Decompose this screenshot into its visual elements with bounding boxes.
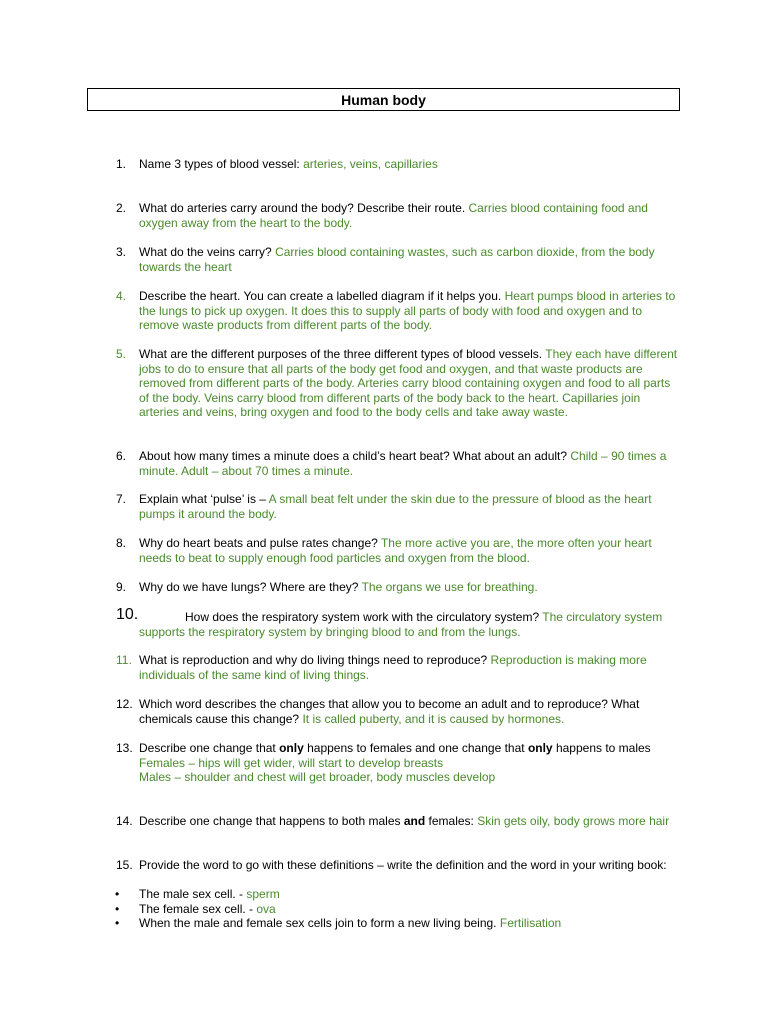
question-number: 15. xyxy=(116,858,133,872)
answer-text: The circulatory system supports the respiratory system by bringing blood to and from the lungs. xyxy=(139,610,663,639)
question-number: 1. xyxy=(116,157,127,171)
question-number: 2. xyxy=(116,201,127,215)
bullet-icon: • xyxy=(115,916,120,931)
question-14 xyxy=(116,814,679,829)
question-1 xyxy=(116,157,679,172)
question-4 xyxy=(116,289,679,333)
question-13 xyxy=(116,741,679,785)
answer-text: A small beat felt under the skin due to the pressure of blood as the heart pumps it around the body. xyxy=(139,492,652,521)
answer-text: Carries blood containing food and oxygen away from the heart to the body. xyxy=(139,201,648,230)
question-text: Name 3 types of blood vessel: xyxy=(139,157,304,171)
question-8 xyxy=(116,536,679,565)
question-text: Why do we have lungs? Where are they? xyxy=(139,580,362,594)
question-number: 3. xyxy=(116,245,127,259)
answer-text: It is called puberty, and it is caused by hormones. xyxy=(302,711,565,726)
list-item xyxy=(115,916,675,931)
question-text: Which word describes the changes that allow you to become an adult and to reproduce? What chemicals cause this change? xyxy=(139,697,640,726)
question-number: 13. xyxy=(116,741,133,755)
question-5 xyxy=(116,347,679,420)
question-2 xyxy=(116,201,679,230)
item-text: The female sex cell. - xyxy=(139,901,257,916)
question-text: What do the veins carry? xyxy=(139,245,276,259)
question-text: Describe one change that happens to both males xyxy=(139,814,404,828)
answer-text: Reproduction is making more individuals of the same kind of living things. xyxy=(139,653,647,682)
page-title: Human body xyxy=(341,91,426,108)
question-text: About how many times a minute does a child’s heart beat? What about an adult? xyxy=(139,449,571,463)
question-15 xyxy=(116,858,679,873)
question-text: Why do heart beats and pulse rates change? xyxy=(139,536,381,550)
item-text: When the male and female sex cells join to form a new living being. xyxy=(139,916,500,931)
question-12 xyxy=(116,697,679,726)
definition-list xyxy=(115,887,675,931)
question-number: 8. xyxy=(116,536,127,550)
question-text: What do arteries carry around the body? Describe their route. xyxy=(139,201,469,215)
question-text: What are the different purposes of the three different types of blood vessels. xyxy=(139,347,546,361)
answer-text: Females – hips will get wider, will start to develop breasts xyxy=(139,755,444,770)
title-box xyxy=(87,88,680,111)
bullet-icon: • xyxy=(115,887,120,901)
emphasis: only xyxy=(527,741,553,755)
question-number: 6. xyxy=(116,449,127,463)
question-10 xyxy=(116,606,679,639)
question-text: How does the respiratory system work with the circulatory system? xyxy=(185,610,543,624)
emphasis: only xyxy=(279,741,304,755)
answer-text: Skin gets oily, body grows more hair xyxy=(477,814,670,828)
question-text: females: xyxy=(425,814,478,828)
answer-text: Fertilisation xyxy=(499,916,562,931)
question-number: 9. xyxy=(116,580,127,594)
question-text: Provide the word to go with these definitions – write the definition and the word in your writing book: xyxy=(139,858,667,872)
question-number: 11. xyxy=(116,653,132,667)
question-number: 14. xyxy=(116,814,133,828)
question-7 xyxy=(116,492,679,521)
answer-text: Heart pumps blood in arteries to the lungs to pick up oxygen. It does this to supply all parts of body with food and oxygen and to remove waste products from different parts of the body. xyxy=(139,289,676,333)
question-number: 5. xyxy=(116,347,127,361)
list-item xyxy=(115,887,675,902)
answer-text: The more active you are, the more often your heart needs to beat to supply enough food particles and oxygen from the blood. xyxy=(139,536,652,565)
question-text: happens to females and one change that xyxy=(303,741,528,755)
answer-text: Carries blood containing wastes, such as carbon dioxide, from the body towards the heart xyxy=(139,245,655,274)
emphasis: and xyxy=(403,814,426,828)
question-text: Explain what ‘pulse’ is – xyxy=(139,492,269,506)
bullet-icon: • xyxy=(115,901,120,916)
list-item xyxy=(115,902,675,917)
question-number: 10. xyxy=(116,606,139,623)
question-text: Describe the heart. You can create a labelled diagram if it helps you. xyxy=(139,289,505,303)
answer-text: Males – shoulder and chest will get broader, body muscles develop xyxy=(139,770,496,785)
answer-text: The organs we use for breathing. xyxy=(361,580,538,594)
answer-text: ova xyxy=(256,901,276,916)
answer-text: They each have different jobs to do to ensure that all parts of the body get food and oxygen, and that waste products are removed from different parts of the body. Arteries carry blood containing oxygen and food to all parts of the body. Veins carry blood from different parts of the body back to the heart. Capillaries join arteries and veins, bring oxygen and food to the body cells and take away waste. xyxy=(139,347,678,420)
question-11 xyxy=(116,653,679,682)
answer-text: Child – 90 times a minute. Adult – about 70 times a minute. xyxy=(139,449,667,478)
question-6 xyxy=(116,449,679,478)
question-text: What is reproduction and why do living things need to reproduce? xyxy=(139,653,491,667)
question-3 xyxy=(116,245,679,274)
answer-text: sperm xyxy=(246,887,280,901)
answer-text: arteries, veins, capillaries xyxy=(303,157,438,171)
question-9 xyxy=(116,580,679,595)
question-number: 4. xyxy=(116,289,127,303)
question-number: 7. xyxy=(116,492,127,506)
question-text: happens to males xyxy=(552,741,651,755)
question-text: Describe one change that xyxy=(139,741,280,755)
question-number: 12. xyxy=(116,697,133,711)
item-text: The male sex cell. - xyxy=(139,887,247,901)
